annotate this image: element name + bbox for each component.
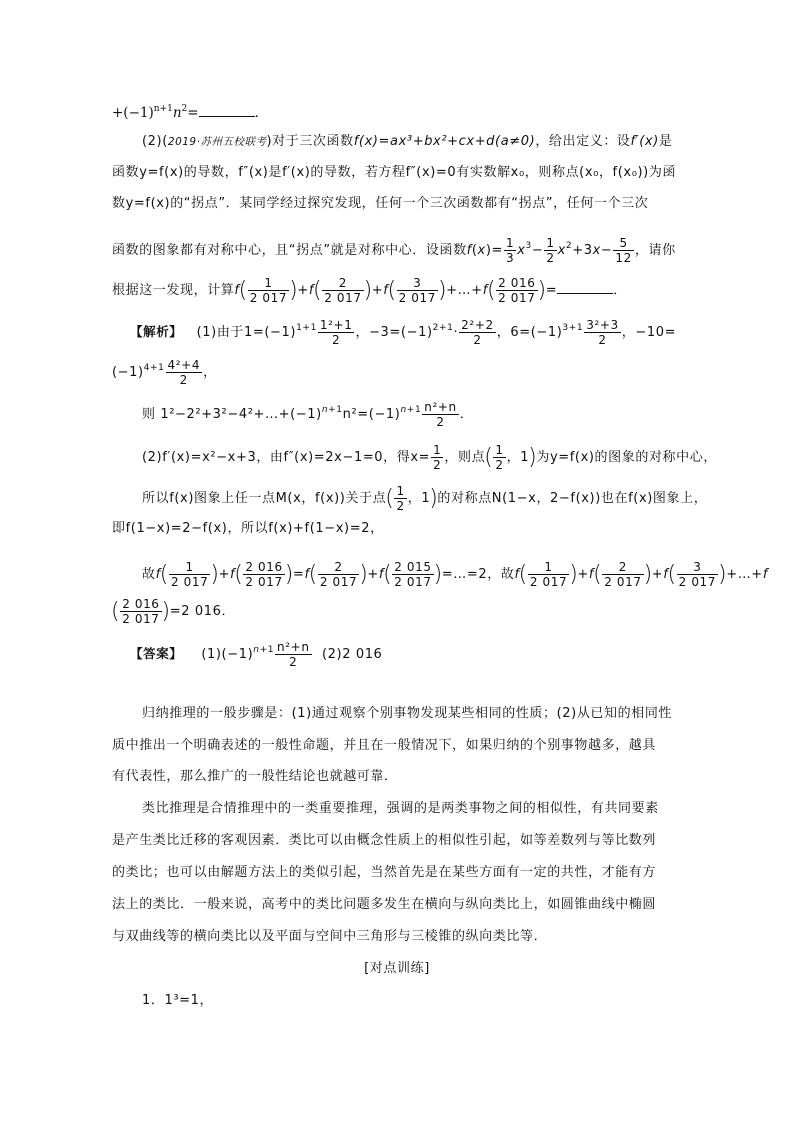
summary-p2-line-1: 类比推理是合情推理中的一类重要推理，强调的是两类事物之间的相似性，有共同要素 — [142, 801, 659, 816]
solution-line-3: 则 $1^2-2^2+3^2-4^2+\dots+(-1)^{n+1}n^2=(-1)^{n+1}$ $\frac{\text{n²+n}}{2}$ ． — [142, 400, 474, 429]
answer-line: 【答案】 $(1)(-1)^{n+1}$ $\frac{\text{n²+n}}{2}$ (2)2 016 — [130, 640, 383, 669]
q1-tail: $+(-1)^{n+1}n^2=$ ． — [112, 104, 269, 121]
summary-p2-line-4: 法上的类比．一般来说，高考中的类比问题多发生在横向与纵向类比上，如圆锥曲线中椭圆 — [112, 897, 657, 912]
answer-tag: 【答案】 — [130, 646, 183, 661]
solution-line-8: ( $\frac{2 016}{2 017}$ )=2 016． — [111, 597, 236, 626]
answer-blank — [557, 280, 613, 294]
summary-p2-line-2: 是产生类比迁移的客观因素．类比可以由概念性质上的相似性引起，如等差数列与等比数列 — [112, 833, 657, 848]
summary-p2-line-5: 与双曲线等的横向类比以及平面与空间中三角形与三棱锥的纵向类比等． — [112, 929, 548, 944]
summary-p1-line-1: 归纳推理的一般步骤是：(1)通过观察个别事物发现某些相同的性质；(2)从已知的相同性 — [142, 706, 673, 721]
answer-blank — [199, 103, 255, 117]
training-title: [对点训练] — [364, 961, 430, 976]
summary-p1-line-3: 有代表性，那么推广的一般性结论也就越可靠． — [112, 769, 398, 784]
q2-line-2: 函数y=f(x)的导数，f″(x)是f′(x)的导数，若方程f″(x)=0有实数解x₀，则称点(x₀，f(x₀))为函 — [112, 165, 677, 180]
summary-p1-line-2: 质中推出一个明确表述的一般性命题，并且在一般情况下，如果归纳的个别事物越多，越具 — [112, 738, 657, 753]
solution-line-1: 【解析】 (1)由于$1=(-1)^{1+1}$ $\frac{\text{1²+1}}{2}$ ，$-3=(-1)^{2+1}\cdot$ $\frac{\text{2²+2}}{2}$ ，$6=(-1)^{3+1}$ $\frac{\text{3²+3}}{2}$ ，−10= — [130, 318, 677, 347]
solution-line-2: $(-1)^{4+1}$ $\frac{\text{4²+4}}{2}$ ， — [112, 358, 217, 387]
training-item-1: 1．1³=1， — [142, 993, 214, 1008]
q2-line-5: 根据这一发现，计算f( $\frac{1}{2 017}$ )+f( $\frac{2}{2 017}$ )+f( $\frac{3}{2 017}$ )+…+f( $\frac{2 016}{2 017}$ )= ． — [112, 276, 627, 305]
summary-p2-line-3: 的类比；也可以由解题方法上的类似引起，当然首先是在某些方面有一定的共性，才能有方 — [112, 865, 657, 880]
solution-tag: 【解析】 — [130, 324, 183, 339]
q2-line-3: 数y=f(x)的“拐点”．某同学经过探究发现，任何一个三次函数都有“拐点”，任何一个三次 — [112, 196, 649, 211]
solution-line-4: (2)f′(x)=x²−x+3，由f″(x)=2x−1=0，得x= $\frac{1}{2}$ ，则点( $\frac{1}{2}$ ，1)为y=f(x)的图象的对称中心， — [142, 443, 717, 472]
solution-line-7: 故f( $\frac{1}{2 017}$ )+f( $\frac{2 016}{2 017}$ )=f( $\frac{2}{2 017}$ )+f( $\frac{2 015}{2 017}$ )=…=2，故f( $\frac{1}{2 017}$ )+f( $\frac{2}{2 017}$ )+f( $\frac{3}{2 017}$ )+…+f — [142, 560, 768, 589]
solution-line-5: 所以f(x)图象上任一点M(x，f(x))关于点( $\frac{1}{2}$ ，1)的对称点N(1−x，2−f(x))也在f(x)图象上， — [142, 484, 708, 513]
solution-line-6: 即f(1−x)=2−f(x)，所以f(x)+f(1−x)=2， — [112, 521, 384, 536]
q2-line-4: 函数的图象都有对称中心，且“拐点”就是对称中心．设函数f(x)= $\frac{1}{3}$ $x^3-$ $\frac{1}{2}$ $x^2+3x-$ $\frac{5}{12}$ ，请你 — [112, 236, 676, 265]
q2-line-1: (2)(2019·苏州五校联考)对于三次函数f(x)=ax³+bx²+cx+d(a≠0)，给出定义：设f′(x)是 — [142, 134, 673, 149]
